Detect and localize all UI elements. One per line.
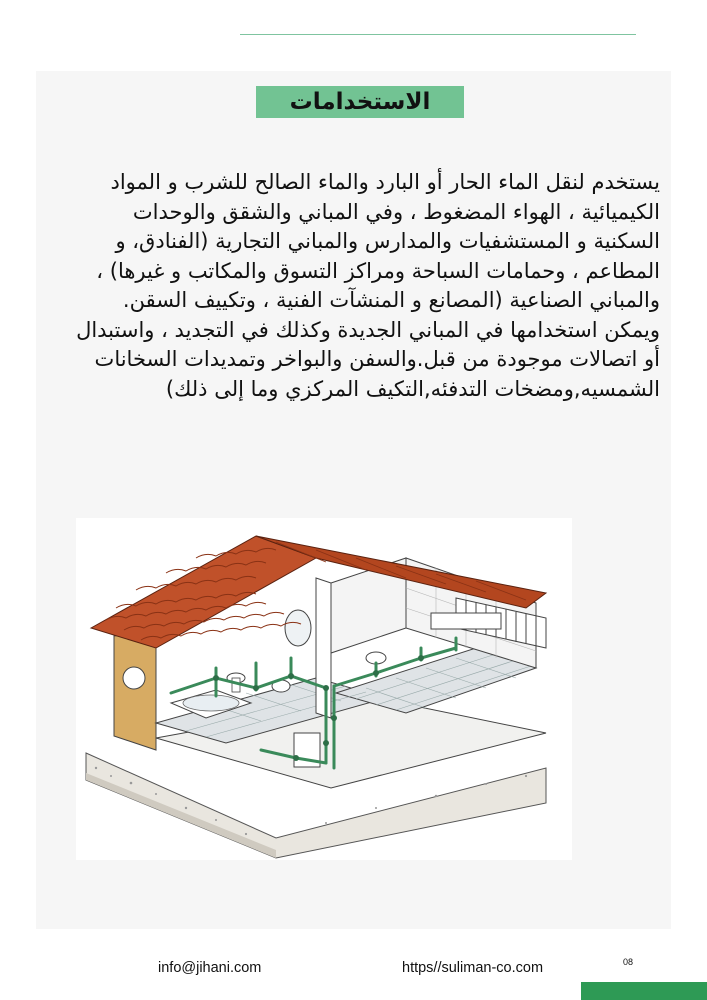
- top-divider: [240, 34, 636, 35]
- page-number: 08: [623, 957, 634, 967]
- footer-email[interactable]: info@jihani.com: [158, 960, 262, 976]
- section-title: الاستخدامات: [289, 88, 431, 115]
- house-plumbing-illustration: [76, 518, 572, 860]
- footer-accent-bar: [581, 982, 707, 1000]
- footer-website-link[interactable]: https//suliman-co.com: [402, 960, 544, 976]
- section-title-box: [256, 86, 464, 118]
- uses-paragraph: يستخدم لنقل الماء الحار أو البارد والماء الصالح للشرب و المواد الكيميائية ، الهواء المضغوط ، وفي المباني والشقق والوحدات السكنية و المستشفيات والمدارس والمباني التجارية (الفنادق، و المطاعم ، وحمامات السباحة ومراكز التسوق والمكاتب و غيرها) ، والمباني الصناعية (المصانع و المنشآت الفنية ، وتكييف السقن. ويمكن استخدامها في المباني الجديدة وكذلك في التجديد ، واستبدال أو اتصالات موجودة من قبل.والسفن والبواخر وتمديدات السخانات الشمسيه,ومضخات التدفئه,التكيف المركزي وما إلى ذلك): [76, 170, 660, 401]
